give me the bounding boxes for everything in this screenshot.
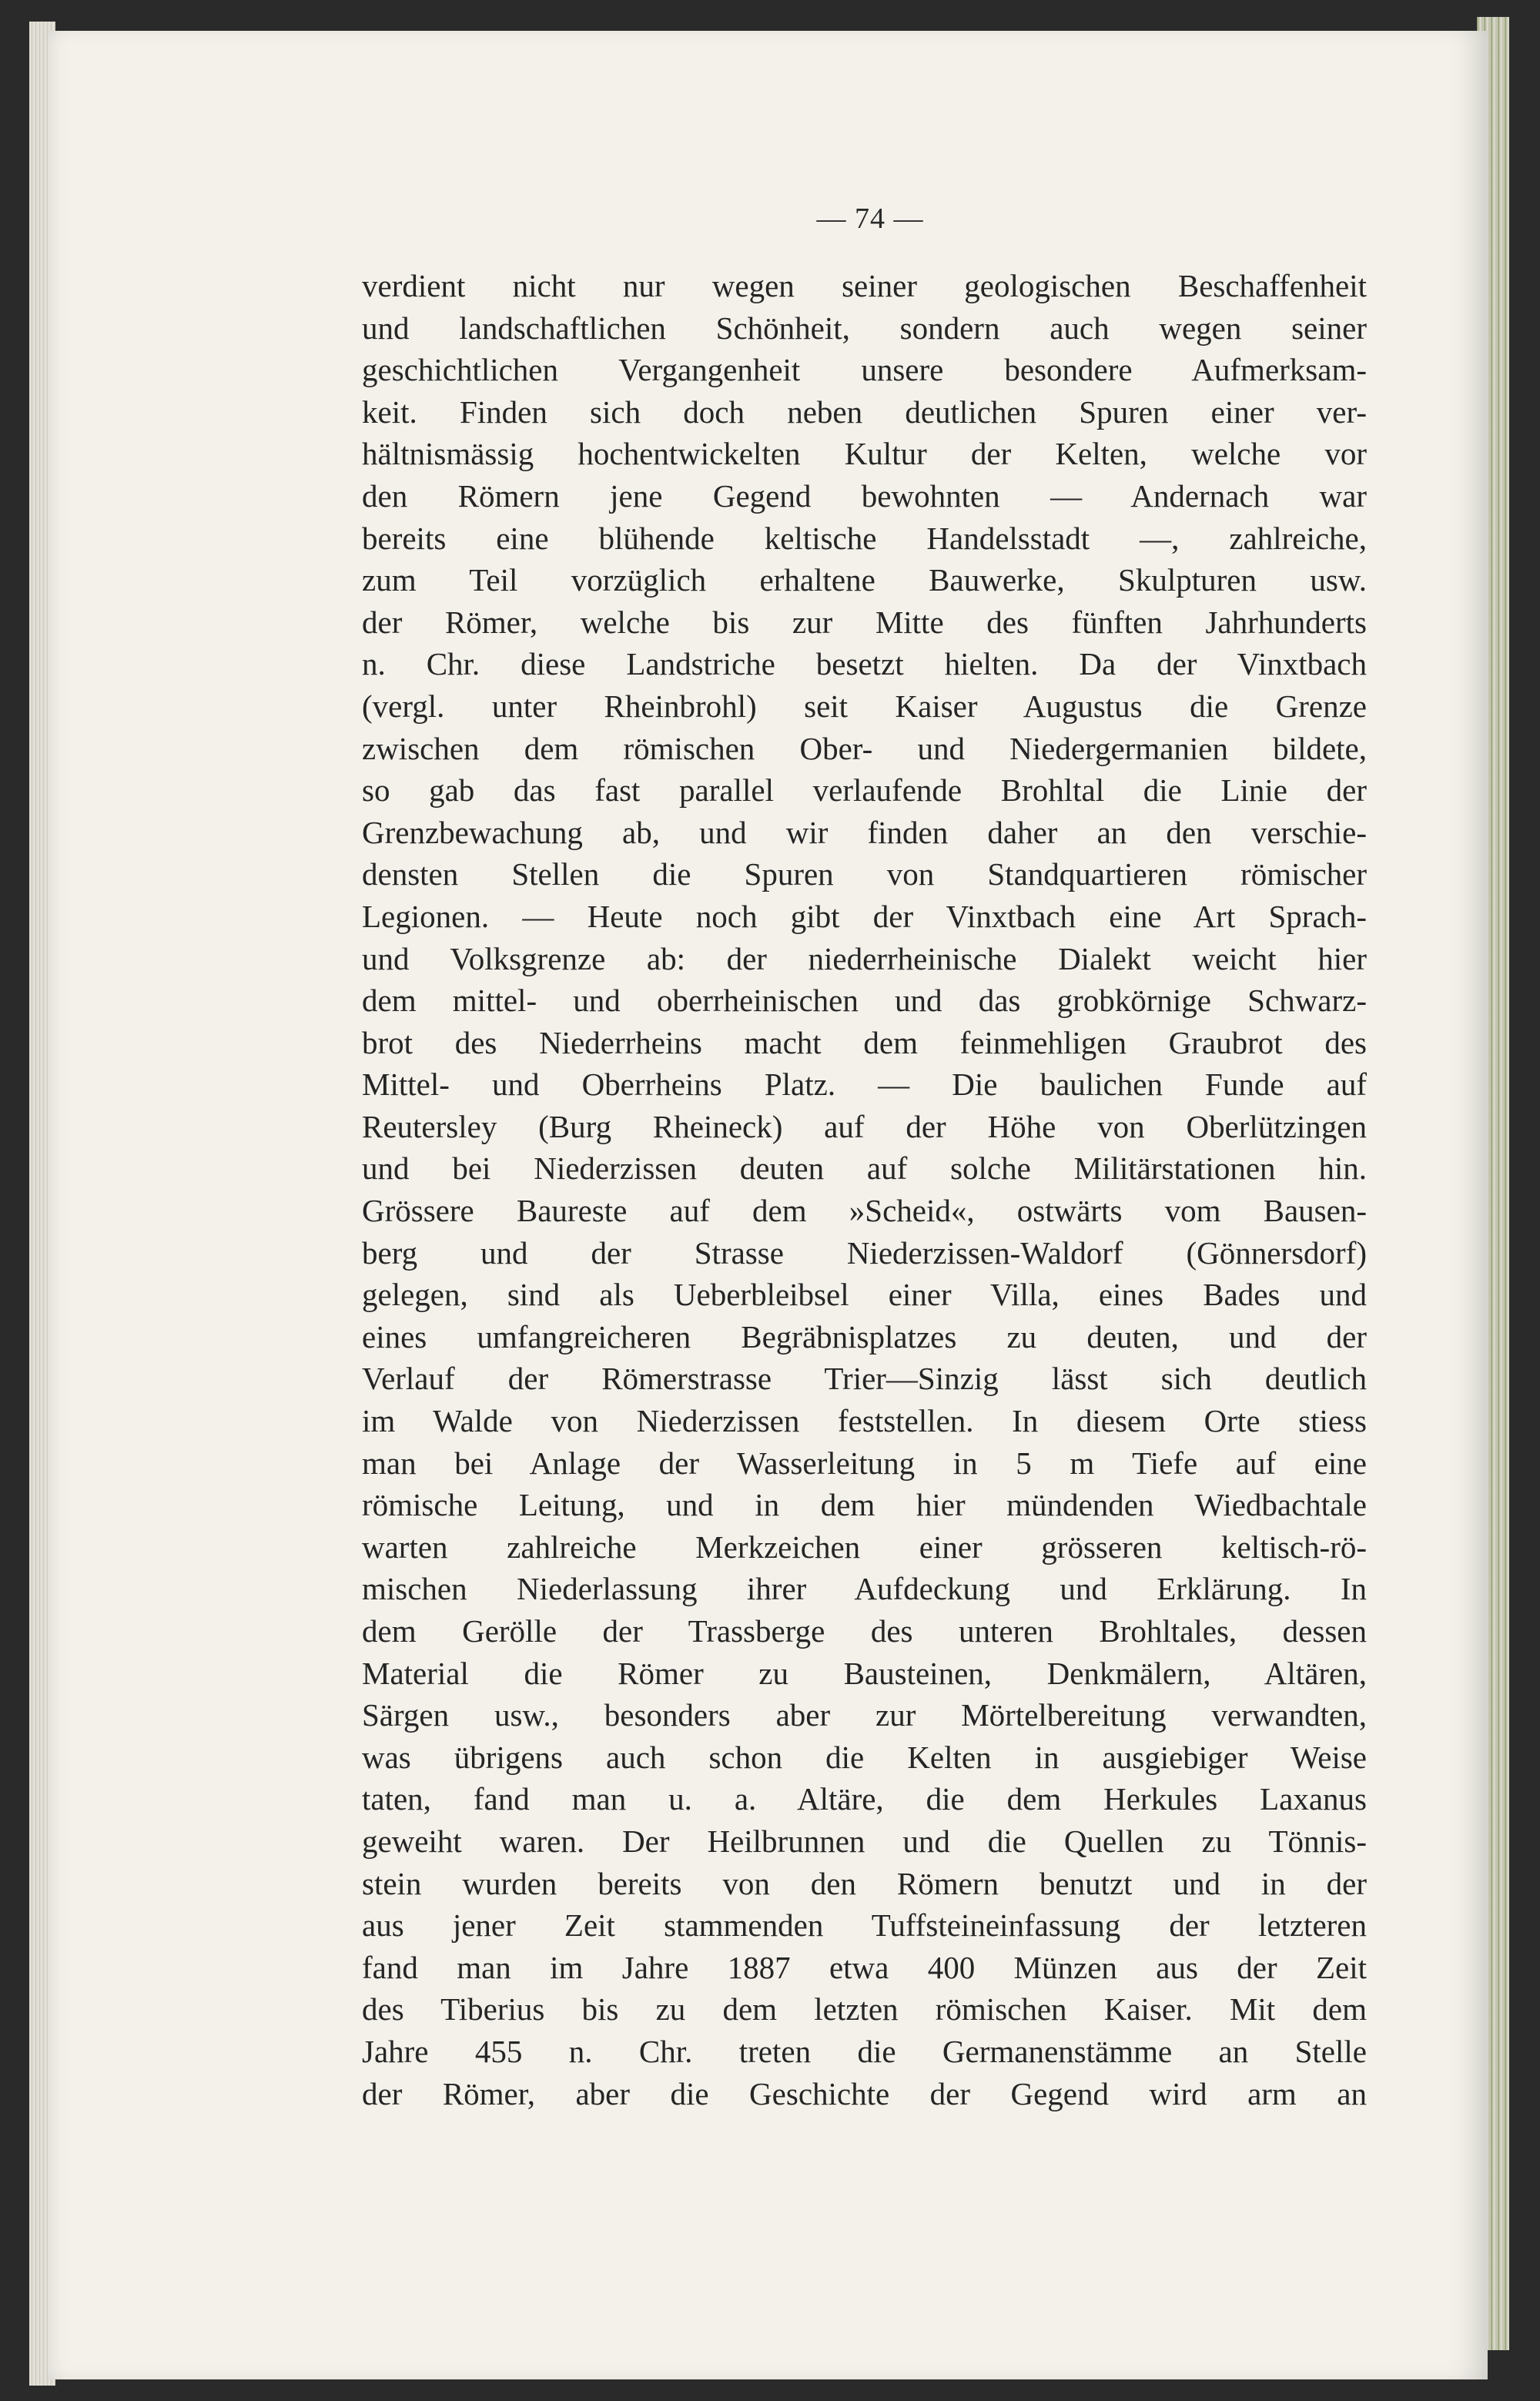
- text-line: stein wurden bereits von den Römern benutzt und in der: [362, 1865, 1367, 1901]
- text-line: Legionen. — Heute noch gibt der Vinxtbach eine Art Sprach-: [362, 898, 1367, 934]
- text-line: Jahre 455 n. Chr. treten die Germanenstämme an Stelle: [362, 2033, 1367, 2069]
- text-line: hältnismässig hochentwickelten Kultur der Kelten, welche vor: [362, 436, 1367, 472]
- text-line: dem mittel- und oberrheinischen und das grobkörnige Schwarz-: [362, 983, 1367, 1019]
- text-line: (vergl. unter Rheinbrohl) seit Kaiser Augustus die Grenze: [362, 688, 1367, 724]
- text-line: was übrigens auch schon die Kelten in ausgiebiger Weise: [362, 1739, 1367, 1775]
- text-line: zwischen dem römischen Ober- und Niedergermanien bildete,: [362, 730, 1367, 766]
- text-line: des Tiberius bis zu dem letzten römischen Kaiser. Mit dem: [362, 1991, 1367, 2028]
- text-line: und bei Niederzissen deuten auf solche Militärstationen hin.: [362, 1150, 1367, 1187]
- text-line: so gab das fast parallel verlaufende Brohltal die Linie der: [362, 772, 1367, 809]
- text-line: geweiht waren. Der Heilbrunnen und die Quellen zu Tönnis-: [362, 1823, 1367, 1859]
- text-line: brot des Niederrheins macht dem feinmehligen Graubrot des: [362, 1024, 1367, 1060]
- text-line: Särgen usw., besonders aber zur Mörtelbereitung verwandten,: [362, 1697, 1367, 1733]
- text-line: mischen Niederlassung ihrer Aufdeckung und Erklärung. In: [362, 1571, 1367, 1607]
- text-line: dem Gerölle der Trassberge des unteren Brohltales, dessen: [362, 1613, 1367, 1649]
- text-line: berg und der Strasse Niederzissen-Waldorf (Gönnersdorf): [362, 1234, 1367, 1271]
- text-line: zum Teil vorzüglich erhaltene Bauwerke, Skulpturen usw.: [362, 562, 1367, 598]
- text-line: Grössere Baureste auf dem »Scheid«, ostwärts vom Bausen-: [362, 1193, 1367, 1229]
- text-line: Reutersley (Burg Rheineck) auf der Höhe von Oberlützingen: [362, 1108, 1367, 1144]
- text-line: Verlauf der Römerstrasse Trier—Sinzig lässt sich deutlich: [362, 1361, 1367, 1397]
- text-line: geschichtlichen Vergangenheit unsere besondere Aufmerksam-: [362, 352, 1367, 388]
- text-line: aus jener Zeit stammenden Tuffsteineinfassung der letzteren: [362, 1907, 1367, 1944]
- text-line: der Römer, aber die Geschichte der Gegend wird arm an: [362, 2075, 1367, 2111]
- text-line: taten, fand man u. a. Altäre, die dem Herkules Laxanus: [362, 1781, 1367, 1817]
- text-line: fand man im Jahre 1887 etwa 400 Münzen aus der Zeit: [362, 1949, 1367, 1985]
- body-text: [362, 265, 1367, 2115]
- text-line: und Volksgrenze ab: der niederrheinische Dialekt weicht hier: [362, 940, 1367, 976]
- text-line: im Walde von Niederzissen feststellen. In diesem Orte stiess: [362, 1403, 1367, 1439]
- text-line: gelegen, sind als Ueberbleibsel einer Villa, eines Bades und: [362, 1277, 1367, 1313]
- text-line: man bei Anlage der Wasserleitung in 5 m Tiefe auf eine: [362, 1445, 1367, 1481]
- page-number: — 74 —: [816, 203, 924, 235]
- text-line: n. Chr. diese Landstriche besetzt hielten. Da der Vinxtbach: [362, 646, 1367, 682]
- text-line: römische Leitung, und in dem hier mündenden Wiedbachtale: [362, 1487, 1367, 1523]
- text-line: der Römer, welche bis zur Mitte des fünften Jahrhunderts: [362, 604, 1367, 640]
- text-line: Grenzbewachung ab, und wir finden daher an den verschie-: [362, 814, 1367, 850]
- text-line: warten zahlreiche Merkzeichen einer grösseren keltisch-rö-: [362, 1529, 1367, 1565]
- text-line: und landschaftlichen Schönheit, sondern auch wegen seiner: [362, 310, 1367, 346]
- text-line: densten Stellen die Spuren von Standquartieren römischer: [362, 856, 1367, 892]
- text-line: Mittel- und Oberrheins Platz. — Die baulichen Funde auf: [362, 1067, 1367, 1103]
- text-line: den Römern jene Gegend bewohnten — Andernach war: [362, 477, 1367, 514]
- text-line: verdient nicht nur wegen seiner geologischen Beschaffenheit: [362, 268, 1367, 303]
- text-line: Material die Römer zu Bausteinen, Denkmälern, Altären,: [362, 1655, 1367, 1691]
- text-line: keit. Finden sich doch neben deutlichen Spuren einer ver-: [362, 393, 1367, 430]
- text-line: eines umfangreicheren Begräbnisplatzes zu deuten, und der: [362, 1318, 1367, 1355]
- text-line: bereits eine blühende keltische Handelsstadt —, zahlreiche,: [362, 520, 1367, 556]
